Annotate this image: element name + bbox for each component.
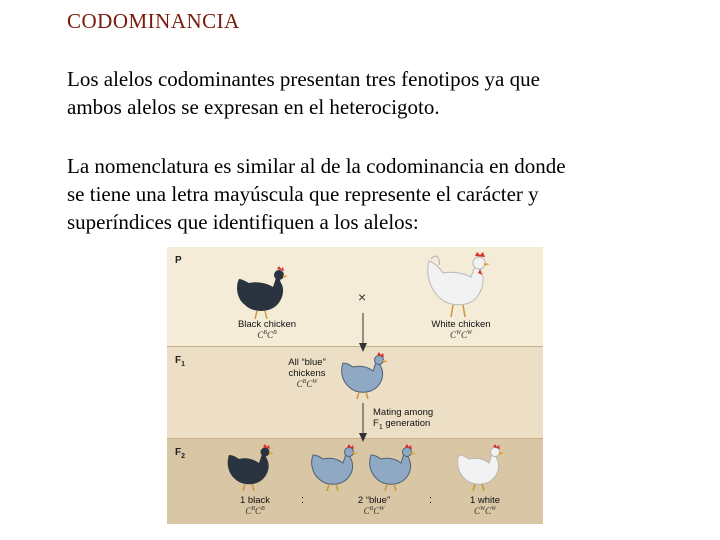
down-arrow-icon: [358, 403, 368, 443]
paragraph-line: se tiene una letra mayúscula que represente el carácter y: [67, 182, 539, 206]
blue-chicken-icon: [367, 443, 419, 493]
f1-label: All “blue” chickens: [288, 357, 326, 379]
white-rooster-icon: [425, 251, 495, 319]
f1-genotype: $C^BC^W$: [296, 379, 318, 389]
band-divider: [167, 346, 543, 347]
band-divider: [167, 438, 543, 439]
slide-title: CODOMINANCIA: [67, 9, 240, 33]
mating-label: Mating among $F_1$ generation: [373, 407, 434, 431]
paragraph-line: superíndices que identifiquen a los alelos:: [67, 210, 419, 234]
white-chicken-icon: [455, 443, 507, 493]
paragraph-nomenclature: [67, 152, 667, 236]
ratio-blue-label: 2 “blue”: [357, 495, 391, 506]
down-arrow-icon: [358, 313, 368, 353]
ratio-separator: :: [429, 494, 433, 506]
generation-f2-label: $F_2$: [175, 447, 186, 460]
paragraph-line: ambos alelos se expresan en el heterocigoto.: [67, 95, 440, 119]
chicken-cross-figure: [167, 247, 543, 524]
black-chicken-label: Black chicken: [237, 319, 297, 330]
generation-f1-label: $F_1$: [175, 355, 186, 368]
paragraph-line: La nomenclatura es similar al de la codominancia en donde: [67, 154, 566, 178]
cross-symbol: ×: [358, 289, 367, 305]
paragraph-codominant-alleles: [67, 65, 667, 121]
black-chicken-icon: [233, 265, 293, 321]
ratio-separator: :: [301, 494, 305, 506]
ratio-white-genotype: $C^WC^W$: [473, 506, 497, 516]
ratio-blue-genotype: $C^BC^W$: [363, 506, 385, 516]
ratio-black-genotype: $C^BC^B$: [245, 506, 265, 516]
blue-chicken-icon: [309, 443, 361, 493]
paragraph-line: Los alelos codominantes presentan tres fenotipos ya que: [67, 67, 540, 91]
black-chicken-genotype: $C^BC^B$: [257, 330, 277, 340]
white-chicken-label: White chicken: [431, 319, 491, 330]
ratio-white-label: 1 white: [469, 495, 501, 506]
generation-p-label: P: [175, 255, 182, 266]
blue-chicken-icon: [339, 351, 391, 401]
ratio-black-label: 1 black: [239, 495, 271, 506]
white-chicken-genotype: $C^WC^W$: [449, 330, 473, 340]
black-chicken-icon: [225, 443, 277, 493]
